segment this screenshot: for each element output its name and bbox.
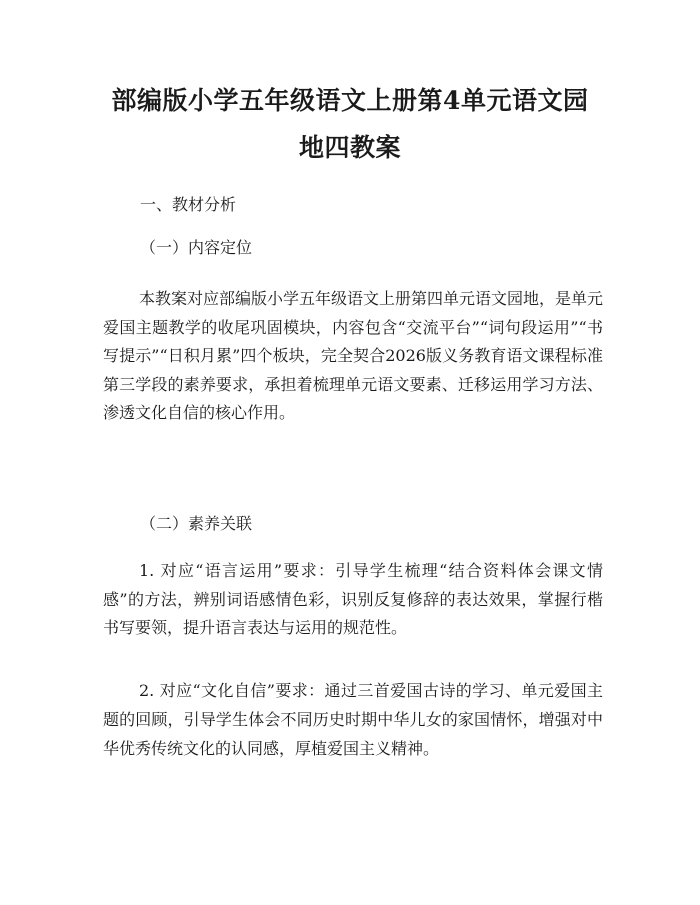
section-heading-textbook-analysis: 一、教材分析 — [140, 195, 237, 214]
subsection-heading-literacy-connection: （二）素养关联 — [140, 514, 253, 533]
paragraph-content-positioning: 本教案对应部编版小学五年级语文上册第四单元语文园地，是单元爱国主题教学的收尾巩固模块，内容包含“交流平台”“词句段运用”“书写提示”“日积月累”四个板块，完全契合2026版义务教育语文课程标准第三学段的素养要求，承担着梳理单元语文要素、迁移运用学习方法、渗透文化自信的核心作用。 — [103, 289, 604, 422]
list-item-cultural-confidence: 2. 对应“文化自信”要求：通过三首爱国古诗的学习、单元爱国主题的回顾，引导学生体会不同历史时期中华儿女的家国情怀，增强对中华优秀传统文化的认同感，厚植爱国主义精神。 — [103, 681, 603, 758]
document-title-line-1: 部编版小学五年级语文上册第4单元语文园 — [111, 86, 589, 115]
list-item-language-use: 1. 对应“语言运用”要求：引导学生梳理“结合资料体会课文情感”的方法，辨别词语感情色彩，识别反复修辞的表达效果，掌握行楷书写要领，提升语言表达与运用的规范性。 — [103, 561, 603, 637]
subsection-heading-content-positioning: （一）内容定位 — [140, 238, 253, 257]
document-title-line-2: 地四教案 — [298, 133, 401, 162]
